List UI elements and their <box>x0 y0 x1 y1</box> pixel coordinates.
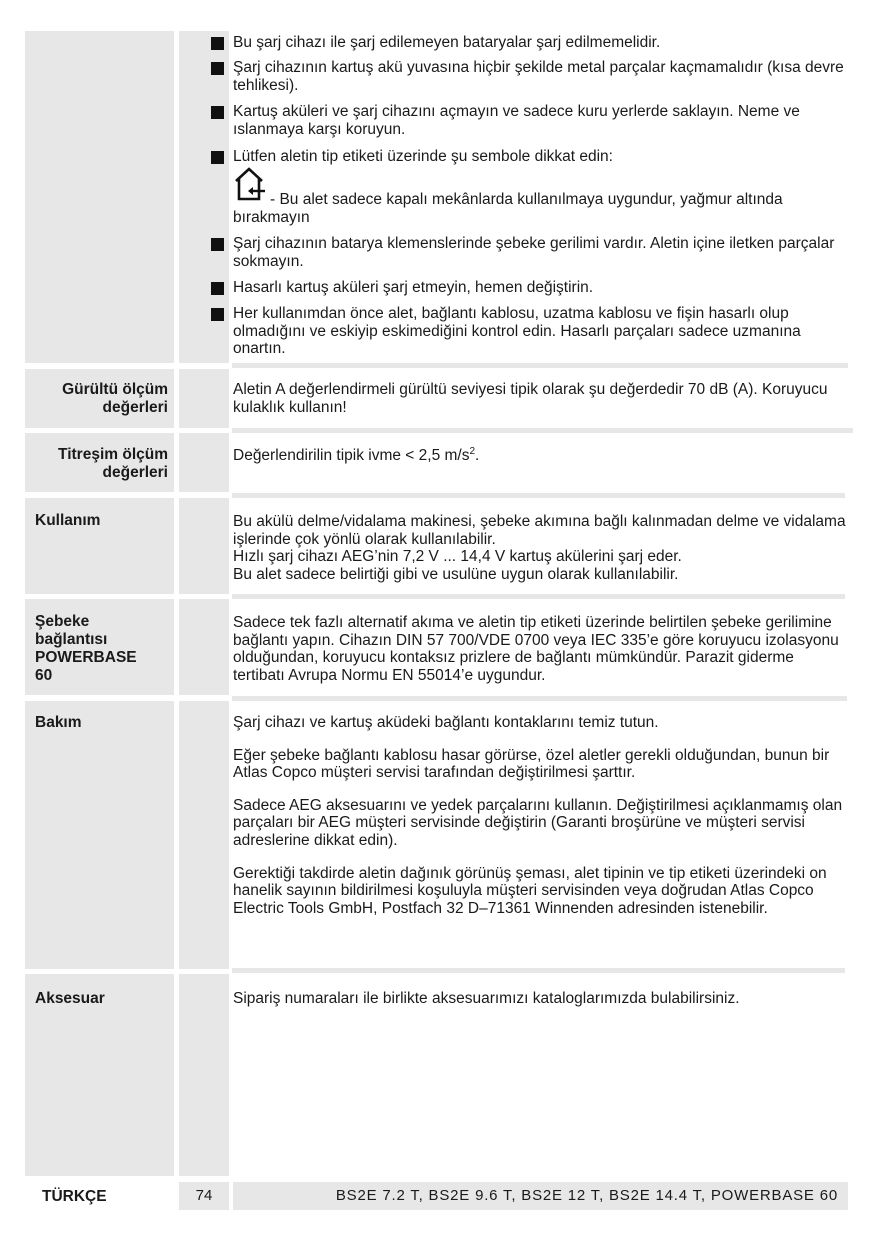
gutter-column-block <box>179 498 229 594</box>
section-divider <box>232 363 848 368</box>
safety-bullet: Kartuş aküleri ve şarj cihazını açmayın ve sadece kuru yerlerde saklayın. Neme ve ıslanmaya karşı koruyun. <box>233 103 800 138</box>
section-divider <box>232 968 845 973</box>
section-divider <box>232 696 847 701</box>
label-column-block <box>25 701 174 969</box>
maintenance-paragraph: Eğer şebeke bağlantı kablosu hasar görürse, özel aletler gerekli olduğundan, bunun bir Atlas Copco müşteri servisi tarafından değiştirilmesi şarttır. <box>233 746 830 782</box>
symbol-note: - Bu alet sadece kapalı mekânlarda kullanılmaya uygundur, yağmur altında bırakmayın <box>233 191 783 226</box>
vibration-text: Değerlendirilin tipik ivme < 2,5 $m/s^2$. <box>233 445 480 464</box>
accessories-text: Sipariş numaraları ile birlikte aksesuarımızı kataloglarımızda bulabilirsiniz. <box>233 990 740 1007</box>
footer-model-list: BS2E 7.2 T, BS2E 9.6 T, BS2E 12 T, BS2E 14.4 T, POWERBASE 60 <box>233 1182 848 1210</box>
safety-bullet: Bu şarj cihazı ile şarj edilemeyen bataryalar şarj edilmemelidir. <box>233 34 661 51</box>
safety-bullet: Hasarlı kartuş aküleri şarj etmeyin, hemen değiştirin. <box>233 279 594 296</box>
usage-text: Bu akülü delme/vidalama makinesi, şebeke akımına bağlı kalınmadan delme ve vidalama işlerinde çok yönlü olarak kullanılabilir. Hızlı şarj cihazı AEG’nin 7,2 V ... 14,4 V kartuş akülerini şarj eder. Bu alet sadece belirtiği gibi ve usulüne uygun olarak kullanılabilir. <box>233 513 846 583</box>
section-divider <box>232 428 853 433</box>
bullet-square <box>211 282 224 295</box>
safety-bullet: Her kullanımdan önce alet, bağlantı kablosu, uzatma kablosu ve fişin hasarlı olup olmadığını ve eskiyip eskimediğini kontrol edin. Hasarlı parçaları sadece uzmanına onartın. <box>233 305 801 358</box>
gutter-column-block <box>179 433 229 492</box>
maintenance-paragraph: Sadece AEG aksesuarını ve yedek parçalarını kullanın. Değiştirilmesi açıklanmamış olan parçaları bir AEG müşteri servisinde değiştirin (Garanti broşürüne ve müşteri servisi adreslerine dikkat edin). <box>233 796 843 849</box>
maintenance-paragraph: Gerektiği takdirde aletin dağınık görünüş şeması, alet tipinin ve tip etiketi üzerindeki on hanelik sayının bildirilmesi koşuluyla müşteri servisinden veya doğrudan Atlas Copco Electric Tools GmbH, Postfach 32 D–71361 Winnenden adresinden istenebilir. <box>233 864 827 917</box>
label-column-block <box>25 31 174 363</box>
bullet-square <box>211 62 224 75</box>
bullet-square <box>211 238 224 251</box>
page-number: 74 <box>179 1182 229 1210</box>
safety-bullet: Şarj cihazının kartuş akü yuvasına hiçbir şekilde metal parçalar kaçmamalıdır (kısa devre tehlikesi). <box>233 59 844 94</box>
section-divider <box>232 594 845 599</box>
section-divider <box>232 493 845 498</box>
safety-bullet: Lütfen aletin tip etiketi üzerinde şu sembole dikkat edin: <box>233 148 613 165</box>
vibration-label: Titreşim ölçüm değerleri <box>58 446 168 481</box>
maintenance-label: Bakım <box>35 714 82 731</box>
usage-label: Kullanım <box>35 512 101 529</box>
gutter-column-block <box>179 599 229 695</box>
safety-bullet: Şarj cihazının batarya klemenslerinde şebeke gerilimi vardır. Aletin içine iletken parçalar sokmayın. <box>233 235 835 270</box>
accessories-label: Aksesuar <box>35 990 105 1007</box>
bullet-square <box>211 151 224 164</box>
noise-label: Gürültü ölçüm değerleri <box>62 381 168 416</box>
gutter-column-block <box>179 974 229 1176</box>
bullet-square <box>211 106 224 119</box>
maintenance-text <box>233 714 848 917</box>
mains-label: Şebeke bağlantısı POWERBASE 60 <box>35 613 137 684</box>
bullet-square <box>211 308 224 321</box>
mains-text: Sadece tek fazlı alternatif akıma ve aletin tip etiketi üzerinde belirtilen şebeke gerilimine bağlantı yapın. Cihazın DIN 57 700/VDE 0700 veya IEC 335’e göre koruyucu izolasyonu olduğundan, koruyucu kontaksız prizlere de bağlantı mümkündür. Parazit giderme tertibatı Avrupa Normu EN 55014’e uygundur. <box>233 614 839 684</box>
maintenance-paragraph: Şarj cihazı ve kartuş aküdeki bağlantı kontaklarını temiz tutun. <box>233 714 659 731</box>
bullet-square <box>211 37 224 50</box>
noise-text: Aletin A değerlendirmeli gürültü seviyesi tipik olarak şu değerdedir 70 dB (A). Koruyucu kulaklık kullanın! <box>233 381 828 416</box>
footer-language: TÜRKÇE <box>42 1188 107 1205</box>
gutter-column-block <box>179 701 229 969</box>
gutter-column-block <box>179 369 229 428</box>
